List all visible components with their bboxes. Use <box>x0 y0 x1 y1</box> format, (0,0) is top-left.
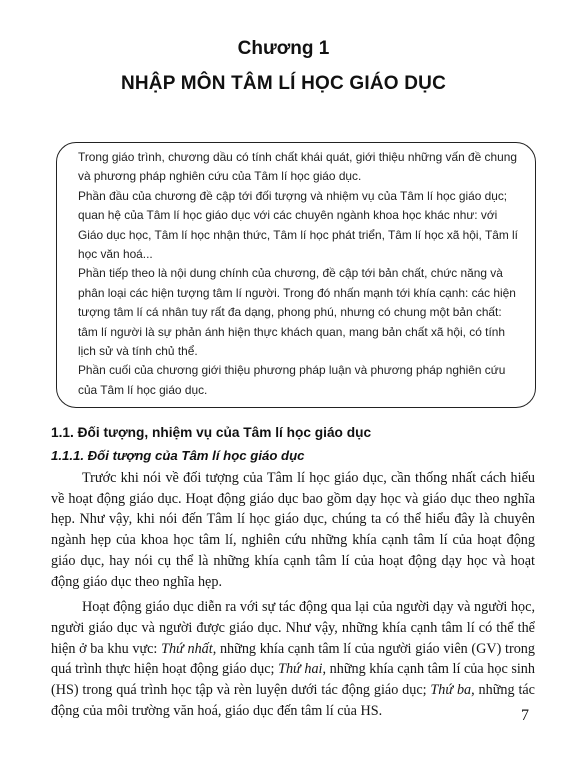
summary-paragraph: Phần cuối của chương giới thiệu phương pháp luận và phương pháp nghiên cứu của Tâm lí học giáo dục. <box>78 363 506 397</box>
summary-paragraph: Trong giáo trình, chương dầu có tính chất khái quát, giới thiệu những vấn đề chung và phương pháp nghiên cứu của Tâm lí học giáo dục. <box>78 150 517 184</box>
body-text-run: , những khía cạnh tâm lí của học sinh (HS) trong quá trình học tập và rèn luyện dưới tác động giáo dục; <box>51 661 535 699</box>
summary-paragraph: Phần tiếp theo là nội dung chính của chương, đề cập tới bản chất, chức năng và phân loại các hiện tượng tâm lí người. Trong đó nhấn mạnh tới khía cạnh: các hiện tượng tâm lí cá nhân tuy rất đa dạng, phong phú, nhưng có chung một bản chất: tâm lí người là sự phản ánh hiện thực khách quan, mang bản chất xã hội, có tính lịch sử và tính chủ thể. <box>78 266 516 359</box>
body-text-run: , những khía cạnh tâm lí của người giáo viên (GV) trong quá trình thực hiện hoạt động giáo dục; <box>51 640 535 678</box>
emphasis-second: Thứ hai <box>278 661 323 678</box>
chapter-label: Chương 1 <box>237 38 330 59</box>
chapter-summary-box <box>56 142 536 408</box>
section-heading: 1.1. Đối tượng, nhiệm vụ của Tâm lí học giáo dục <box>51 425 372 440</box>
body-text <box>51 468 535 726</box>
summary-paragraph: Phần đầu của chương đề cập tới đối tượng và nhiệm vụ của Tâm lí học giáo dục; quan hệ của Tâm lí học giáo dục với các chuyên ngành khoa học khác như: với Giáo dục học, Tâm lí học nhận thức, Tâm lí học phát triển, Tâm lí học xã hội, Tâm lí học văn hoá... <box>78 188 518 262</box>
body-paragraph-2 <box>51 597 535 721</box>
emphasis-third: Thứ ba <box>430 682 472 699</box>
body-paragraph-1: Trước khi nói về đối tượng của Tâm lí học giáo dục, cần thống nhất cách hiểu về hoạt động giáo dục. Hoạt động giáo dục bao gồm dạy học và giáo dục theo nghĩa hẹp. Như vậy, khi nói đến Tâm lí học giáo dục, chúng ta có thể hiểu đây là chuyên ngành hẹp của khoa học tâm lí, nghiên cứu những khía cạnh tâm lí của hoạt động giáo dục, hay nói cụ thể là những khía cạnh tâm lí của hoạt động dạy học và hoạt động giáo dục theo nghĩa hẹp. <box>51 470 535 590</box>
chapter-title: NHẬP MÔN TÂM LÍ HỌC GIÁO DỤC <box>120 73 447 94</box>
emphasis-first: Thứ nhất <box>161 640 213 657</box>
subsection-heading: 1.1.1. Đối tượng của Tâm lí học giáo dục <box>51 448 305 463</box>
body-text-run: Hoạt động giáo dục diễn ra với sự tác động qua lại của người dạy và người học, người giáo dục và người được giáo dục. Như vậy, những khía cạnh tâm lí có thể thể hiện ở ba khu vực: <box>51 599 535 657</box>
page-number: 7 <box>521 707 529 724</box>
body-text-run: , những tác động của môi trường văn hoá, giáo dục đến tâm lí của HS. <box>51 682 535 719</box>
